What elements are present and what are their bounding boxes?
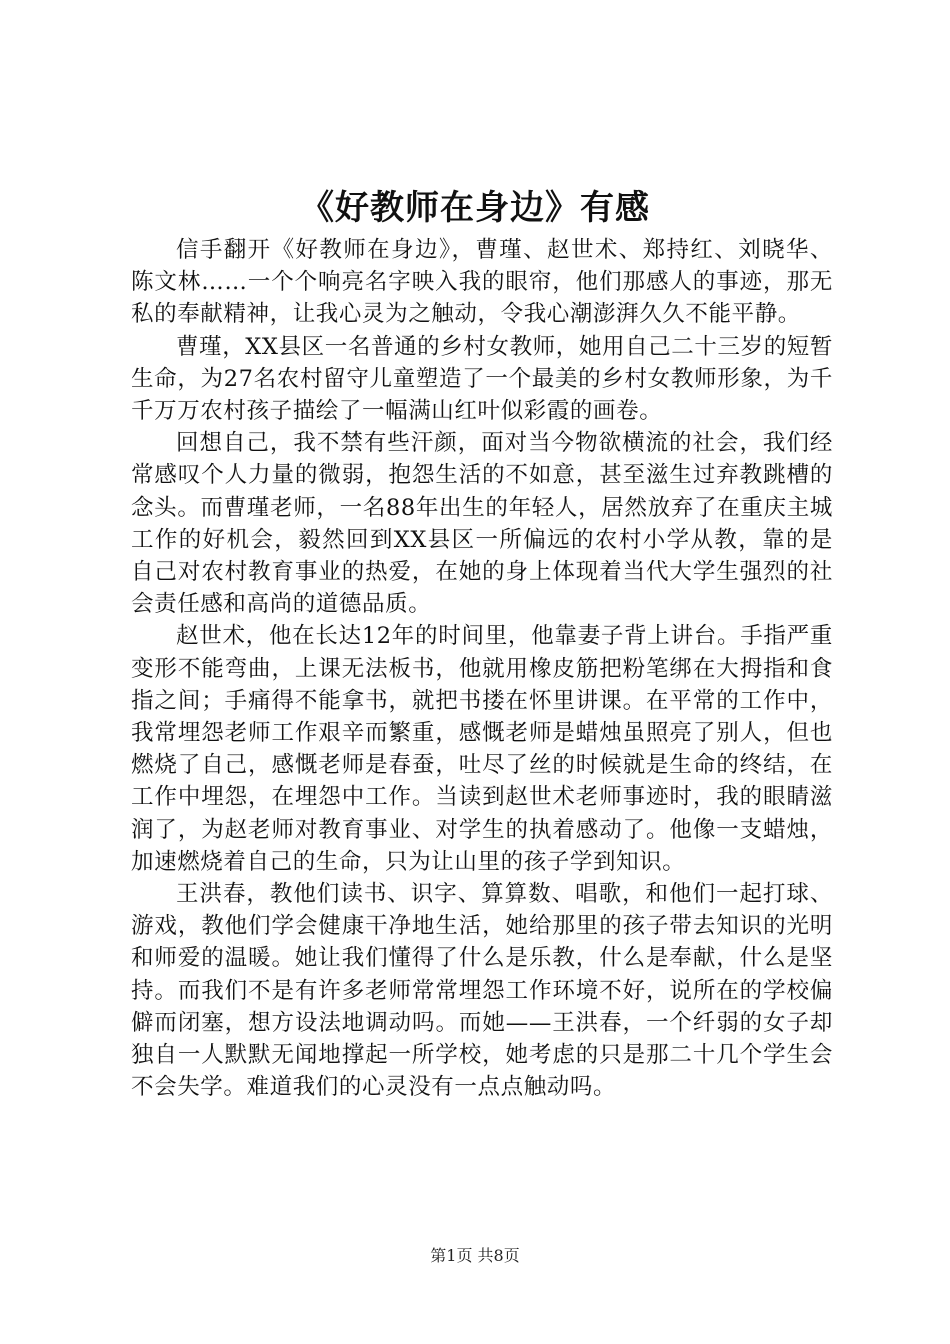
document-body [131, 234, 833, 1103]
paragraph: 信手翻开《好教师在身边》，曹瑾、赵世术、郑持红、刘晓华、陈文林……一个个响亮名字映入我的眼帘，他们那感人的事迹，那无私的奉献精神，让我心灵为之触动，令我心潮澎湃久久不能平静。 [131, 237, 833, 328]
paragraph: 王洪春，教他们读书、识字、算算数、唱歌，和他们一起打球、游戏，教他们学会健康干净地生活，她给那里的孩子带去知识的光明和师爱的温暖。她让我们懂得了什么是乐教，什么是奉献，什么是坚持。而我们不是有许多老师常常埋怨工作环境不好，说所在的学校偏僻而闭塞，想方设法地调动吗。而她——王洪春，一个纤弱的女子却独自一人默默无闻地撑起一所学校，她考虑的只是那二十几个学生会不会失学。难道我们的心灵没有一点点触动吗。 [131, 881, 833, 1101]
paragraph: 赵世术，他在长达12年的时间里，他靠妻子背上讲台。手指严重变形不能弯曲，上课无法板书，他就用橡皮筋把粉笔绑在大拇指和食指之间；手痛得不能拿书，就把书搂在怀里讲课。在平常的工作中，我常埋怨老师工作艰辛而繁重，感慨老师是蜡烛虽照亮了别人，但也燃烧了自己，感慨老师是春蚕，吐尽了丝的时候就是生命的终结，在工作中埋怨，在埋怨中工作。当读到赵世术老师事迹时，我的眼睛滋润了，为赵老师对教育事业、对学生的执着感动了。他像一支蜡烛，加速燃烧着自己的生命，只为让山里的孩子学到知识。 [131, 623, 833, 875]
page-number-footer: 第1页 共8页 [430, 1246, 520, 1265]
paragraph: 曹瑾，XX县区一名普通的乡村女教师，她用自己二十三岁的短暂生命，为27名农村留守儿童塑造了一个最美的乡村女教师形象，为千千万万农村孩子描绘了一幅满山红叶似彩霞的画卷。 [131, 333, 833, 425]
paragraph: 回想自己，我不禁有些汗颜，面对当今物欲横流的社会，我们经常感叹个人力量的微弱，抱怨生活的不如意，甚至滋生过弃教跳槽的念头。而曹瑾老师，一名88年出生的年轻人，居然放弃了在重庆主城工作的好机会，毅然回到XX县区一所偏远的农村小学从教，靠的是自己对农村教育事业的热爱，在她的身上体现着当代大学生强烈的社会责任感和高尚的道德品质。 [131, 430, 833, 618]
document-title: 《好教师在身边》有感 [300, 188, 650, 228]
